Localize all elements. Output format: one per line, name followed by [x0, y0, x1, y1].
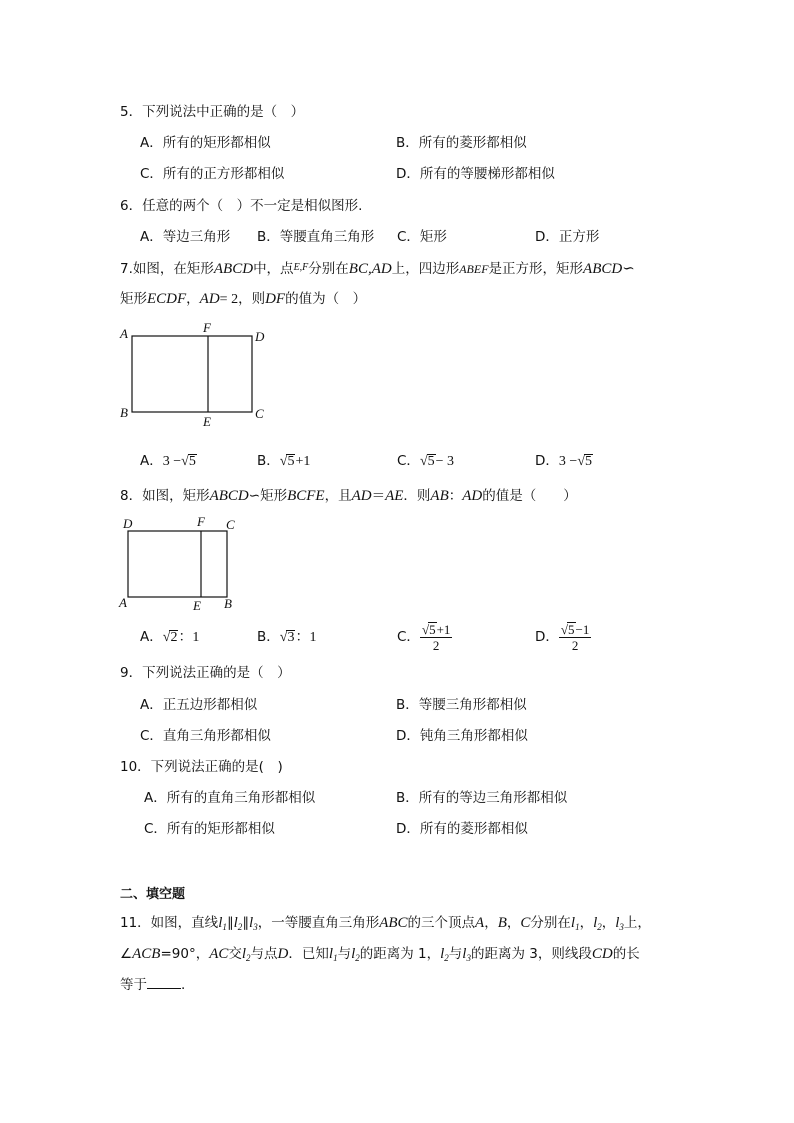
q10-option-c: C．所有的矩形都相似	[144, 821, 275, 837]
q7-label-c: C	[255, 406, 264, 421]
q7-rect-abcd	[132, 336, 252, 412]
q6-option-b: B．等腰直角三角形	[257, 229, 375, 245]
q8-option-c-fraction: $\frac{√5+1}{2}$	[421, 621, 451, 653]
q9-option-b: B．等腰三角形都相似	[396, 697, 527, 713]
q7-option-a: A．3 −√5	[140, 453, 196, 469]
q8-stem: 8．如图，矩形ABCD∽矩形BCFE，且AD＝AE．则AB：AD的值是（ ）	[120, 488, 577, 504]
q11-answer-blank[interactable]	[147, 976, 181, 989]
q10-option-a: A．所有的直角三角形都相似	[144, 790, 316, 806]
q8-label-c: C	[226, 517, 235, 532]
q6-option-a: A．等边三角形	[140, 229, 231, 245]
q5-option-a: A．所有的矩形都相似	[140, 135, 271, 151]
q7-option-d: D．3 −√5	[535, 453, 592, 469]
q7-label-f: F	[203, 320, 211, 335]
q7-figure	[115, 318, 275, 433]
q7-stem-line2: 矩形ECDF，AD= 2，则DF的值为（ ）	[120, 291, 367, 307]
q9-option-c: C．直角三角形都相似	[140, 728, 271, 744]
q11-stem-line3: 等于 .	[120, 977, 186, 993]
q8-label-d: D	[123, 516, 133, 531]
q8-label-a: A	[119, 595, 127, 610]
q7-option-b: B．√5+1	[257, 453, 311, 469]
q8-option-d: D． $\frac{√5-1}{2}$	[535, 621, 590, 653]
q9-option-a: A．正五边形都相似	[140, 697, 258, 713]
q8-option-b: B．√3：1	[257, 629, 317, 645]
q11-stem-line1: 11．如图，直线$l_1\parallel l_2\parallel l_3$，一等腰直角三角形ABC的三个顶点A，B，C分别在$l_1$，$l_2$，$l_3$上，	[120, 915, 651, 932]
q9-stem: 9．下列说法正确的是（ ）	[120, 665, 291, 681]
q5-option-c: C．所有的正方形都相似	[140, 166, 285, 182]
q8-label-b: B	[224, 596, 232, 611]
q7-label-e: E	[203, 414, 211, 429]
q8-label-f: F	[197, 514, 205, 529]
q6-option-c: C．矩形	[397, 229, 447, 245]
q7-stem-line1: 7.如图，在矩形ABCD中，点$^{E,F}$分别在BC,AD上，四边形ABEF是正方形，矩形ABCD∽	[120, 261, 635, 277]
q11-stem-line2: ∠ACB=90°，AC交$l_2$与点D．已知$l_1$与$l_2$的距离为 1，$l_2$与$l_3$的距离为 3，则线段CD的长	[120, 946, 640, 963]
q5-stem: 5．下列说法中正确的是（ ）	[120, 104, 305, 120]
q6-stem: 6．任意的两个（ ）不一定是相似图形.	[120, 198, 363, 214]
q7-label-a: A	[120, 326, 128, 341]
q6-option-d: D．正方形	[535, 229, 600, 245]
q8-option-c: C． $\frac{√5+1}{2}$	[397, 621, 451, 653]
q8-label-e: E	[193, 598, 201, 613]
q7-label-d: D	[255, 329, 265, 344]
q10-stem: 10．下列说法正确的是( )	[120, 759, 283, 775]
q7-option-c: C．√5− 3	[397, 453, 455, 469]
q9-option-d: D．钝角三角形都相似	[396, 728, 528, 744]
q8-option-d-fraction: $\frac{√5-1}{2}$	[560, 621, 590, 653]
q8-rect-abcd	[128, 531, 227, 597]
q8-option-a: A．√2：1	[140, 629, 200, 645]
section-title-fill-in: 二、填空题	[120, 887, 186, 902]
q5-option-d: D．所有的等腰梯形都相似	[396, 166, 555, 182]
q5-option-b: B．所有的菱形都相似	[396, 135, 527, 151]
q10-option-d: D．所有的菱形都相似	[396, 821, 528, 837]
q7-label-b: B	[120, 405, 128, 420]
q10-option-b: B．所有的等边三角形都相似	[396, 790, 568, 806]
q8-figure	[115, 512, 245, 614]
